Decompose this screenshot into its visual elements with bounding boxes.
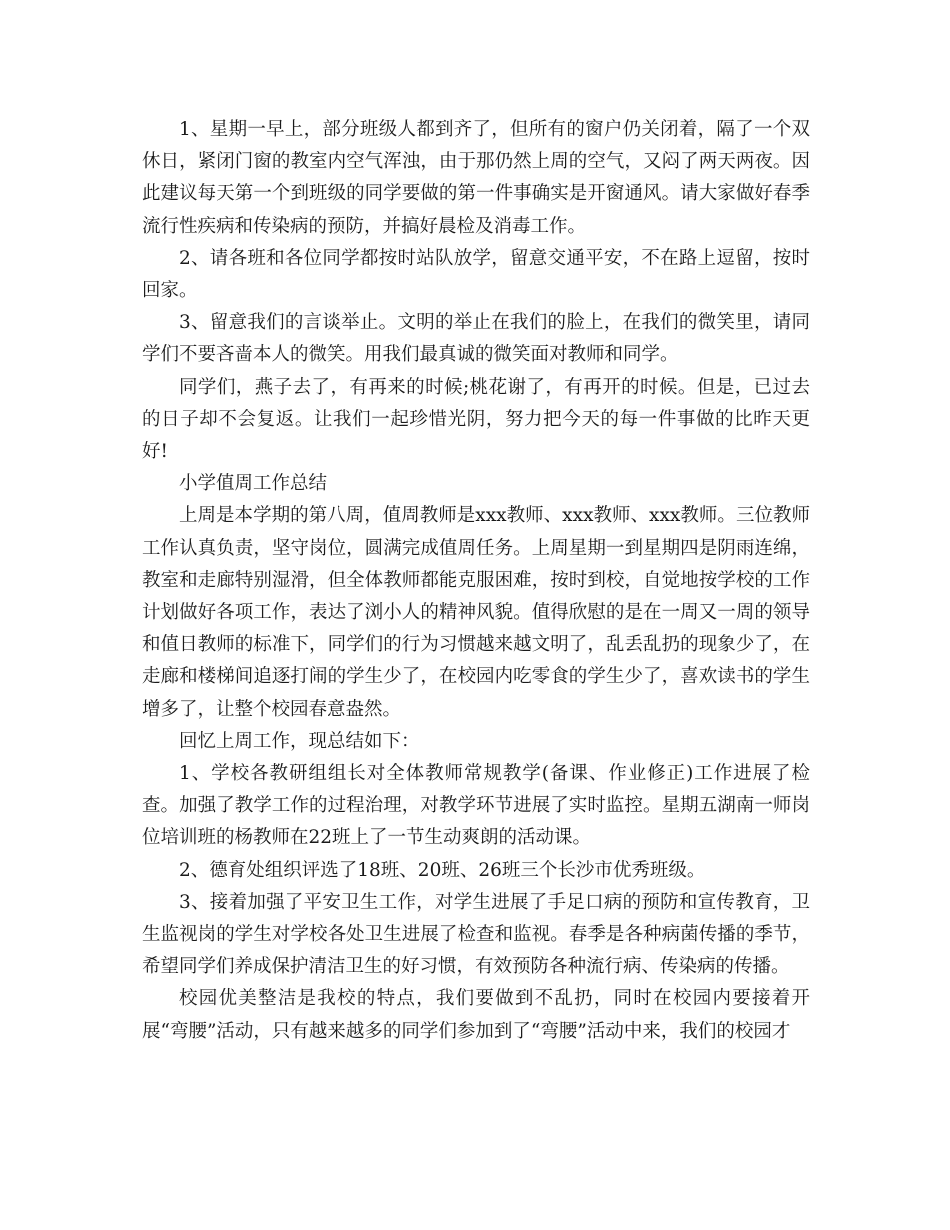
paragraph-teaching-inspection: 1、学校各教研组组长对全体教师常规教学(备课、作业修正)工作进展了检查。加强了教学工作的过程治理，对教学环节进展了实时监控。星期五湖南一师岗位培训班的杨教师在22班上了一节生动爽朗的活动课。 xyxy=(142,763,810,849)
paragraph-excellent-classes: 2、德育处组织评选了18班、20班、26班三个长沙市优秀班级。 xyxy=(179,859,706,881)
paragraph-campus-clean: 校园优美整洁是我校的特点，我们要做到不乱扔，同时在校园内要接着开展“弯腰”活动，只有越来越多的同学们参加到了“弯腰”活动中来，我们的校园才 xyxy=(142,988,810,1042)
paragraph-window-ventilation: 1、星期一早上，部分班级人都到齐了，但所有的窗户仍关闭着，隔了一个双休日，紧闭门窗的教室内空气浑浊，由于那仍然上周的空气，又闷了两天两夜。因此建议每天第一个到班级的同学要做的第一件事确实是开窗通风。请大家做好春季流行性疾病和传染病的预防，并搞好晨检及消毒工作。 xyxy=(142,119,810,237)
paragraph-safety-hygiene: 3、接着加强了平安卫生工作，对学生进展了手足口病的预防和宣传教育，卫生监视岗的学生对学校各处卫生进展了检查和监视。春季是各种病菌传播的季节，希望同学们养成保护清洁卫生的好习惯，有效预防各种流行病、传染病的传播。 xyxy=(142,891,810,978)
section-title: 小学值周工作总结 xyxy=(179,473,328,495)
paragraph-duty-week-summary: 上周是本学期的第八周，值周教师是xxx教师、xxx教师、xxx教师。三位教师工作认真负责，坚守岗位，圆满完成值周任务。上周星期一到星期四是阴雨连绵，教室和走廊特别湿滑，但全体教师都能克服困难，按时到校，自觉地按学校的工作计划做好各项工作，表达了浏小人的精神风貌。值得欣慰的是在一周又一周的领导和值日教师的标准下，同学们的行为习惯越来越文明了，乱丢乱扔的现象少了，在走廊和楼梯间追逐打闹的学生少了，在校园内吃零食的学生少了，喜欢读书的学生增多了，让整个校园春意盎然。 xyxy=(142,505,810,720)
paragraph-cherish-time: 同学们，燕子去了，有再来的时候;桃花谢了，有再开的时候。但是，已过去的日子却不会复返。让我们一起珍惜光阴，努力把今天的每一件事做的比昨天更好! xyxy=(142,376,810,463)
document-body xyxy=(142,114,810,1048)
paragraph-queue-dismissal: 2、请各班和各位同学都按时站队放学，留意交通平安，不在路上逗留，按时回家。 xyxy=(142,247,810,302)
paragraph-review-intro: 回忆上周工作，现总结如下： xyxy=(179,730,420,752)
paragraph-manners: 3、留意我们的言谈举止。文明的举止在我们的脸上，在我们的微笑里，请同学们不要吝啬本人的微笑。用我们最真诚的微笑面对教师和同学。 xyxy=(142,312,810,366)
